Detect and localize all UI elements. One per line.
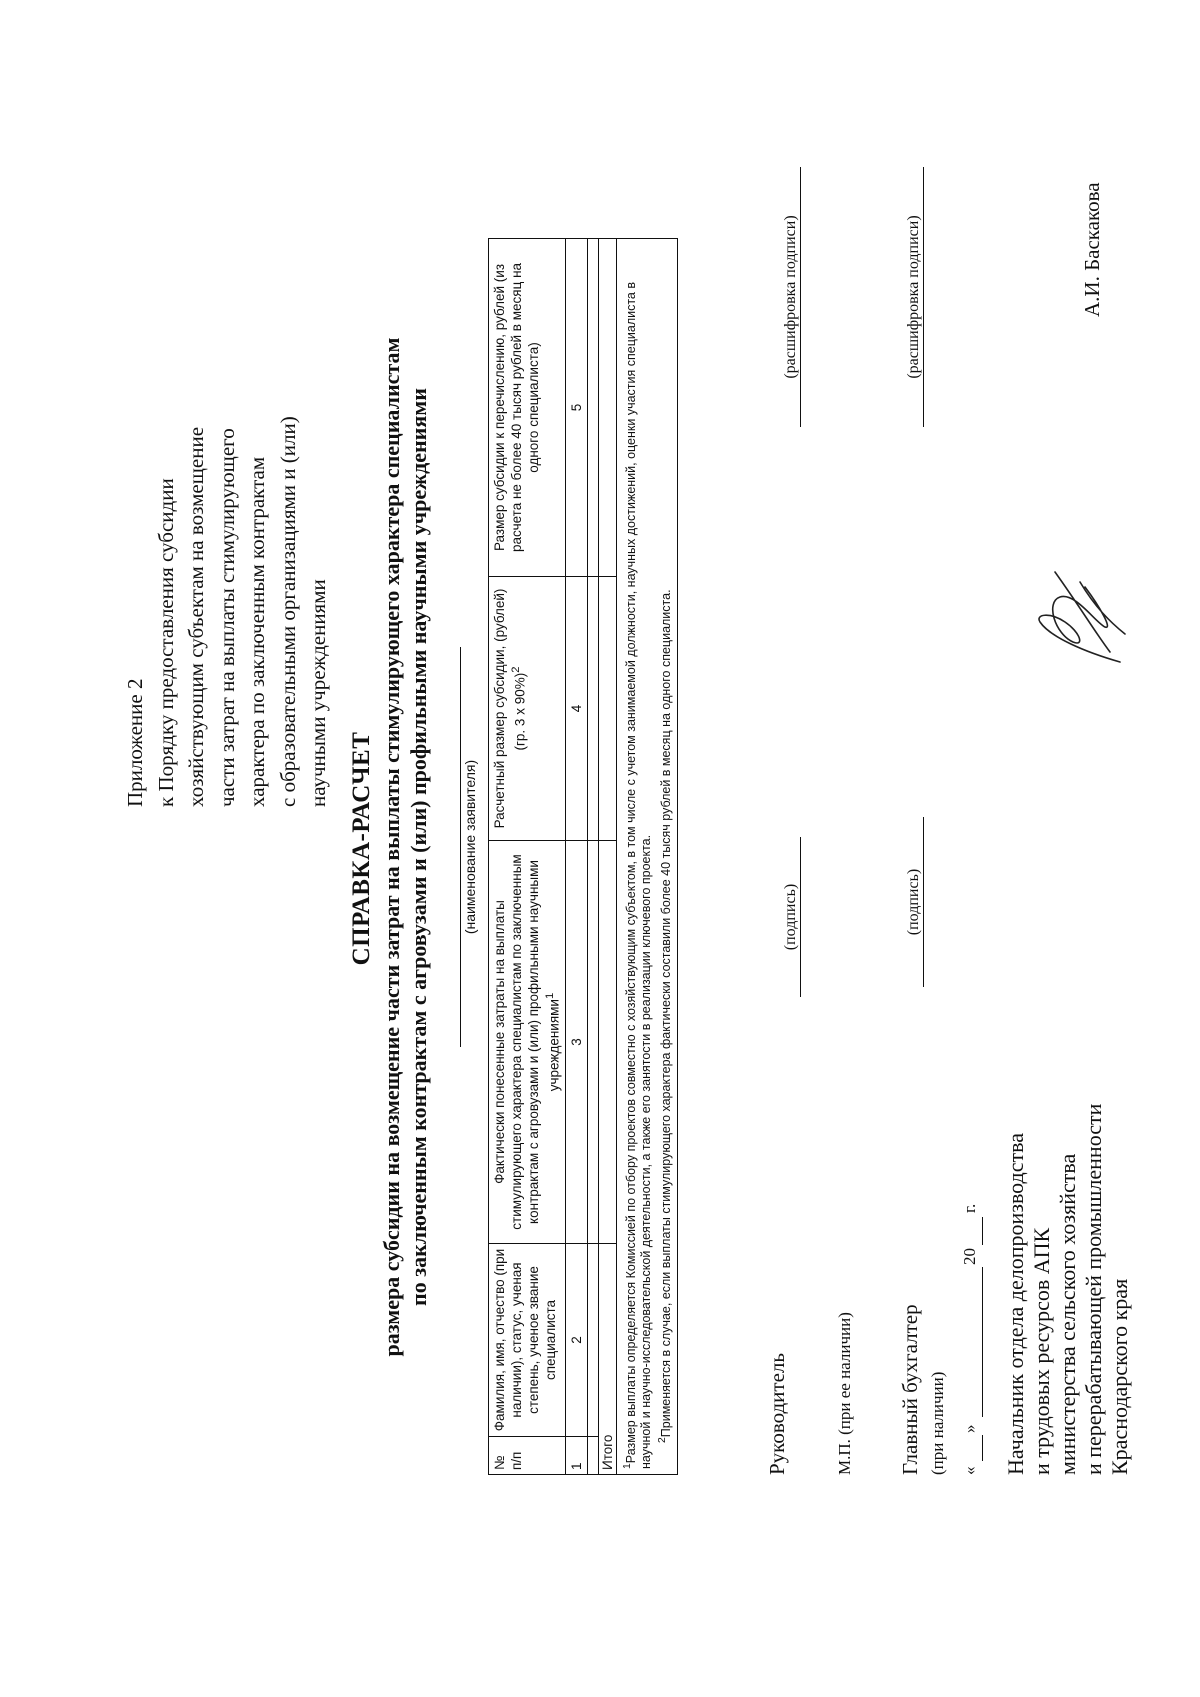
- chief-line: Начальник отдела делопроизводства: [1003, 1133, 1028, 1475]
- footnote-marker: 2: [656, 1437, 668, 1443]
- header-text: Расчетный размер субсидии, (рублей) (гр. 3 х 90%): [492, 588, 528, 829]
- appendix-line: хозяйствующим субъектам на возмещение: [184, 426, 208, 807]
- applicant-caption: (наименование заявителя): [462, 759, 478, 935]
- accountant-signature-caption: (подпись): [905, 868, 922, 936]
- head-label: Руководитель: [765, 1353, 789, 1475]
- header-cell: Размер субсидии к перечислению, рублей (из расчета не более 40 тысяч рублей в месяц на одного специалиста): [489, 239, 566, 577]
- table-header-row: [489, 239, 566, 1475]
- date-suffix: г.: [960, 1203, 979, 1213]
- table-cell: [598, 239, 616, 577]
- seal-label: М.П. (при ее наличии): [835, 1312, 854, 1475]
- total-row: [598, 239, 616, 1475]
- calculation-table: [488, 238, 678, 1475]
- footnotes-cell: [616, 239, 678, 1475]
- appendix-line: части затрат на выплаты стимулирующего: [214, 428, 239, 807]
- column-number-cell: 1: [565, 1437, 587, 1475]
- column-number-cell: 5: [565, 239, 587, 577]
- date-month-blank: [982, 1267, 983, 1417]
- accountant-signature-line: [923, 817, 924, 987]
- handwritten-signature: [1025, 562, 1135, 682]
- header-cell: [489, 577, 566, 841]
- appendix-line: характера по заключенным контрактам: [245, 456, 269, 807]
- appendix-line: научными учреждениями: [306, 579, 330, 807]
- date-year-blank: [982, 1217, 983, 1245]
- table-cell: [598, 577, 616, 841]
- chief-name: А.И. Баскакова: [1080, 182, 1104, 317]
- footnote-text: Применяется в случае, если выплаты стимулирующего характера фактически составили более 40 тысяч рублей в месяц на одного специалиста.: [658, 589, 673, 1438]
- head-signature-line: [800, 837, 801, 997]
- footnote-text: Размер выплаты определяется Комиссией по отбору проектов совместно с хозяйствующим субъектом, в том числе с учетом занимаемой должности, научных достижений, оценки участия специалиста в научной и научно-исследовательской деятельности, а также его занятости в реализации ключевого проекта.: [623, 282, 654, 1469]
- document-subtitle: [378, 337, 432, 1357]
- head-decode-caption: (расшифровка подписи): [782, 215, 799, 379]
- table-row: [587, 239, 598, 1475]
- column-number-cell: 3: [565, 841, 587, 1244]
- accountant-decode-line: [923, 167, 924, 427]
- date-line: [960, 1175, 984, 1475]
- header-cell: [489, 841, 566, 1244]
- total-label: Итого: [598, 1244, 616, 1475]
- chief-line: и трудовых ресурсов АПК: [1029, 1227, 1054, 1475]
- appendix-line: с образовательными организациями и (или): [275, 416, 300, 807]
- footnote-1: [620, 244, 655, 1469]
- header-cell: Фамилия, имя, отчество (при наличии), статус, ученая степень, ученое звание специалиста: [489, 1244, 566, 1437]
- appendix-line: Приложение 2: [123, 678, 147, 807]
- head-signature-caption: (подпись): [782, 883, 799, 951]
- footnotes-row: [616, 239, 678, 1475]
- chief-position: [1003, 1104, 1133, 1475]
- applicant-name-line: [460, 647, 461, 1047]
- accountant-note: (при наличии): [928, 1371, 947, 1475]
- footnote-ref: 2: [510, 666, 522, 673]
- head-decode-line: [800, 167, 801, 427]
- subtitle-line: размера субсидии на возмещение части затрат на выплаты стимулирующего характера специалистам: [379, 337, 404, 1357]
- chief-line: министерства сельского хозяйства: [1055, 1153, 1080, 1475]
- date-year: 20: [960, 1248, 979, 1265]
- column-number-cell: 2: [565, 1244, 587, 1437]
- date-close-quote: »: [960, 1424, 979, 1433]
- table-cell: [587, 841, 598, 1244]
- appendix-header: [120, 187, 334, 807]
- table-cell: [587, 1437, 598, 1475]
- table-cell: [587, 1244, 598, 1437]
- accountant-decode-caption: (расшифровка подписи): [905, 215, 922, 379]
- appendix-line: к Порядку предоставления субсидии: [153, 478, 178, 807]
- footnote-ref: 1: [544, 992, 556, 1000]
- table-cell: [587, 577, 598, 841]
- footnote-2: [655, 244, 675, 1469]
- column-number-cell: 4: [565, 577, 587, 841]
- subtitle-line: по заключенным контрактам с агровузами и (или) профильными научными учреждениями: [406, 388, 431, 1306]
- date-open-quote: «: [960, 1466, 979, 1475]
- accountant-label: Главный бухгалтер: [898, 1304, 922, 1475]
- table-cell: [587, 239, 598, 577]
- column-number-row: [565, 239, 587, 1475]
- chief-line: и перерабатывающей промышленности: [1081, 1103, 1106, 1475]
- document-title: СПРАВКА-РАСЧЕТ: [348, 731, 375, 966]
- header-cell: № п/п: [489, 1437, 566, 1475]
- footnote-marker: 1: [621, 1463, 633, 1469]
- date-day-blank: [982, 1435, 983, 1461]
- table-cell: [598, 841, 616, 1244]
- chief-line: Краснодарского края: [1107, 1278, 1132, 1475]
- header-text: Фактически понесенные затраты на выплаты стимулирующего характера специалистам по заключенным контрактам с агровузами и (или) профильными научными учреждениями: [492, 854, 562, 1230]
